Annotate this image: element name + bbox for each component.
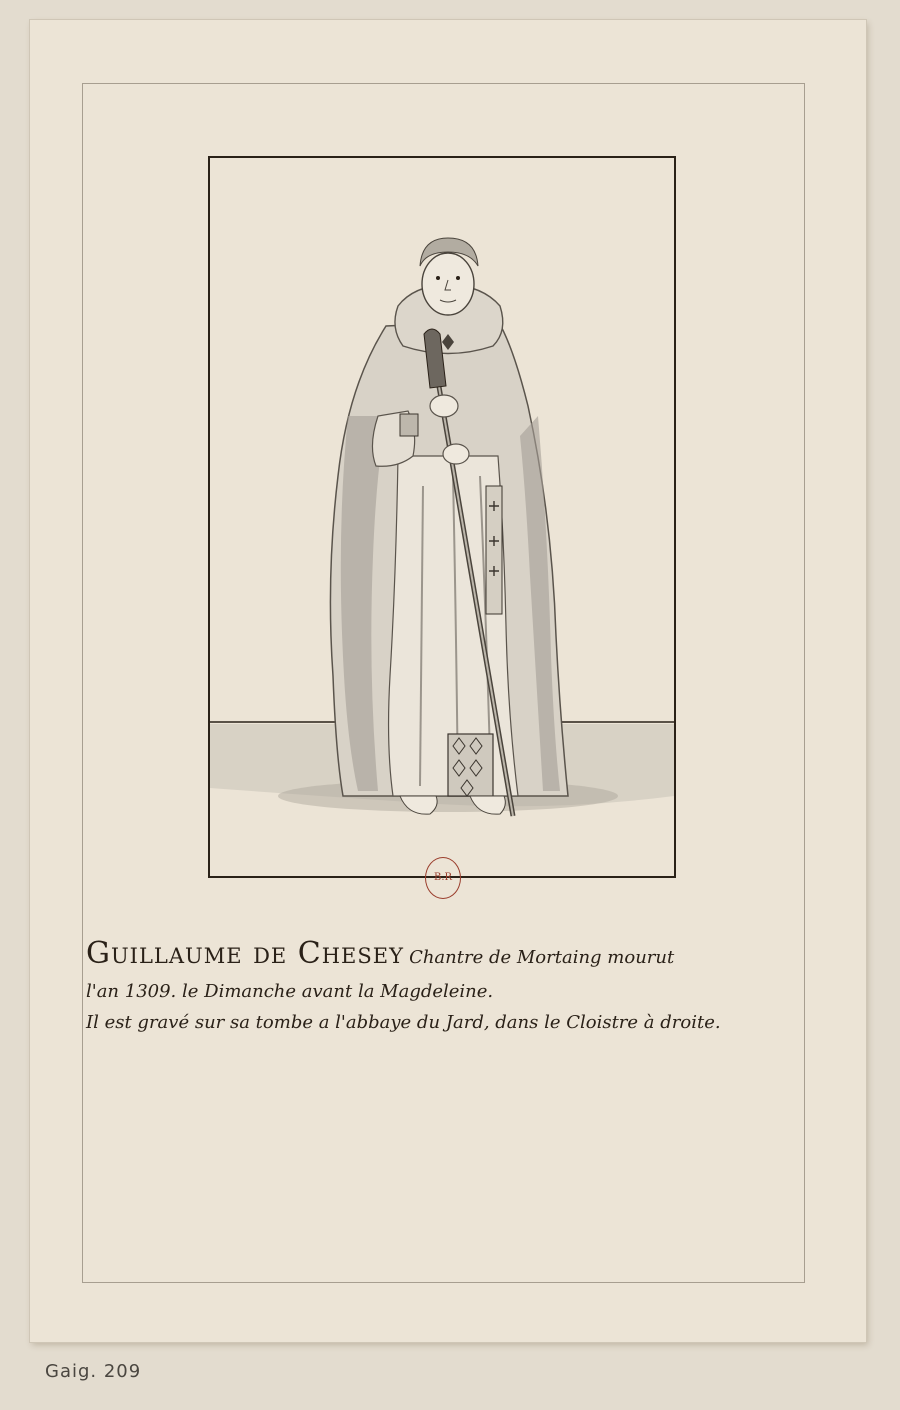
caption-line-3: Il est gravé sur sa tombe a l'abbaye du Jard, dans le Cloistre à droite. <box>86 1012 721 1033</box>
caption-line-1-rest: Chantre de Mortaing mourut <box>409 947 675 968</box>
figure-drawing <box>208 156 676 878</box>
caption-line-2: l'an 1309. le Dimanche avant la Magdeleine. <box>86 981 494 1002</box>
archive-shelfmark: Gaig. 209 <box>45 1361 142 1382</box>
stamp-text: B.R <box>433 872 453 883</box>
subject-name: Guillaume de Chesey <box>86 936 404 971</box>
caption-line-1 <box>86 936 821 971</box>
library-stamp-icon <box>425 857 461 899</box>
caption-block <box>86 936 821 1033</box>
